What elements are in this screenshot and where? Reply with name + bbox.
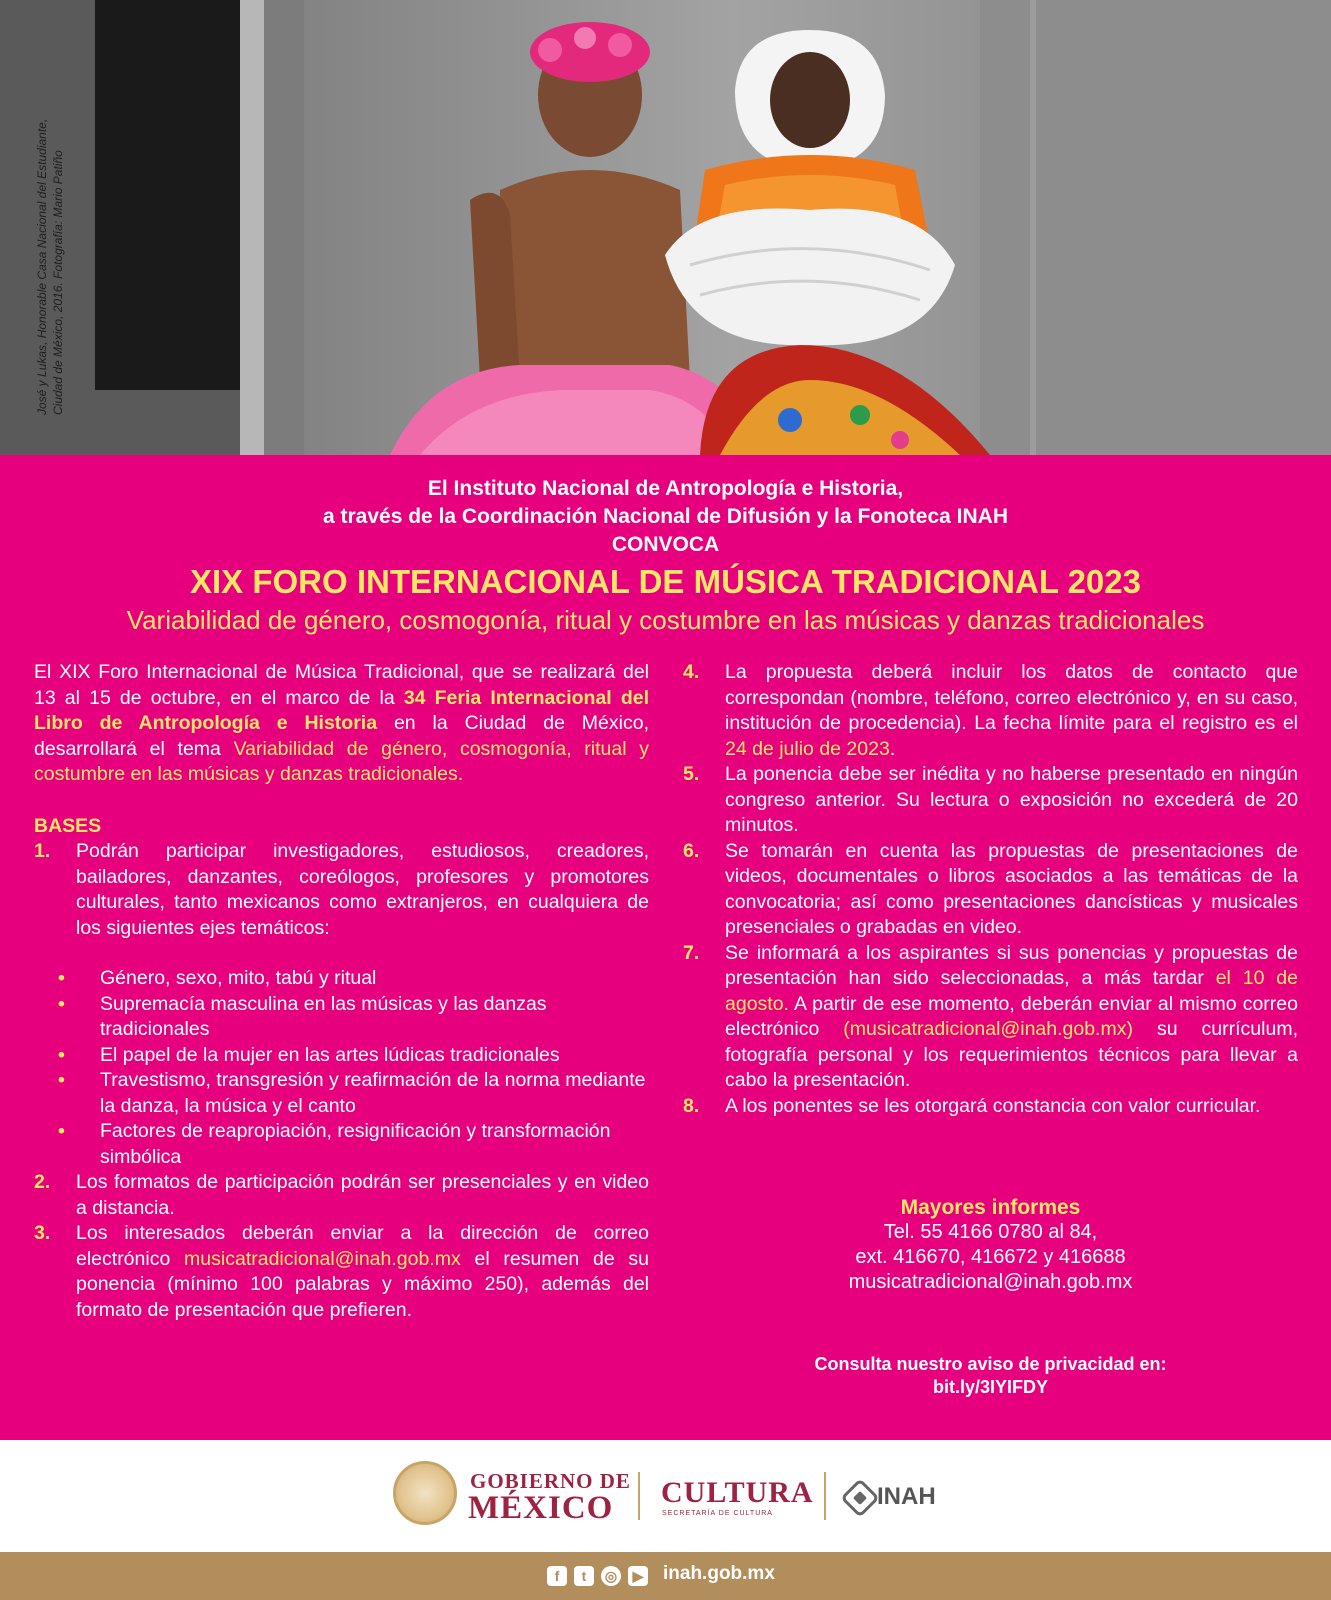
page-title: XIX FORO INTERNACIONAL DE MÚSICA TRADICIONAL 2023 [190,563,1141,600]
base-item-text: A los ponentes se les otorgará constancia con valor curricular. [725,1094,1261,1117]
list-item [34,1043,649,1069]
logo-divider [638,1472,640,1520]
contact-phone: Tel. 55 4166 0780 al 84, [883,1221,1098,1243]
email-link[interactable]: musicatradicional@inah.gob.mx [184,1247,461,1270]
twitter-icon[interactable]: t [574,1566,594,1586]
website-link[interactable]: inah.gob.mx [663,1563,775,1584]
intro-line-2: a través de la Coordinación Nacional de Difusión y la Fonoteca INAH [323,505,1008,528]
contact-heading: Mayores informes [900,1196,1081,1219]
youtube-icon[interactable]: ▶ [628,1566,648,1586]
intro-highlight-tema: Variabilidad de género, cosmogonía, ritual y costumbre en las músicas y danzas tradicionales. [34,737,650,785]
bullet-icon: • [58,1069,65,1091]
cultura-logo: CULTURA [661,1476,814,1509]
base-item-text-2: . [889,737,896,760]
selection-date: el 10 de agosto. [725,967,1298,1015]
base-item-number: 7. [683,941,700,964]
right-column [683,660,1298,1119]
base-item-number: 2. [34,1171,51,1193]
base-item-number: 6. [683,839,700,862]
bullet-icon: • [58,967,65,989]
national-seal-icon [393,1461,457,1525]
bullet-icon: • [58,1120,65,1142]
contact-email[interactable]: musicatradicional@inah.gob.mx [848,1271,1133,1293]
privacy-notice [683,1353,1298,1399]
base-item-number: 1. [34,840,51,862]
intro-line-1: El Instituto Nacional de Antropología e Historia, [427,477,904,500]
base-item-text: Podrán participar investigadores, estudiosos, creadores, bailadores, danzantes, coreólogos, profesores y promotores culturales, tanto mexicanos como extranjeros, en cualquiera de los siguientes ejes temáticos: [76,840,649,939]
intro-text-2: en la Ciudad de México, desarrollará el tema [34,712,649,760]
base-item-3 [34,1221,649,1323]
footer-bar [0,1552,1331,1600]
base-item-4 [683,660,1298,762]
privacy-text: Consulta nuestro aviso de privacidad en: [814,1354,1167,1374]
institution-logos [0,1440,1331,1552]
page-subtitle: Variabilidad de género, cosmogonía, ritual y costumbre en las músicas y danzas tradicionales [126,605,1205,635]
list-item [34,1119,649,1170]
list-item-text: Factores de reapropiación, resignificación y transformación simbólica [100,1120,611,1168]
base-item-1 [34,839,649,941]
contact-extensions: ext. 416670, 416672 y 416688 [855,1246,1126,1268]
inah-logo: INAH [877,1483,936,1510]
email-link[interactable]: (musicatradicional@inah.gob.mx) [843,1018,1133,1040]
base-item-text-3: su currículum, fotografía personal y los requerimientos técnicos para llevar a cabo la presentación. [725,1018,1298,1091]
announcement-heading [0,475,1331,637]
social-icons [547,1566,648,1586]
list-item-text: El papel de la mujer en las artes lúdicas tradicionales [100,1043,560,1066]
base-item-text: Se tomarán en cuenta las propuestas de presentaciones de videos, documentales o libros asociados a las temáticas de la convocatoria; así como presentaciones dancísticas y musicales presenciales o grabadas en video. [725,839,1298,938]
gobierno-logo-bottom: MÉXICO [468,1490,614,1526]
intro-highlight-feria: 34 Feria Internacional del Libro de Antropología e Historia [34,686,650,734]
bullet-icon: • [58,992,65,1015]
photo-credit-line2: Ciudad de México, 2016. Fotografía: Mario Patiño [51,150,65,415]
base-item-number: 3. [34,1222,51,1244]
bases-heading: BASES [34,814,102,837]
base-item-text-1: Se informará a los aspirantes si sus ponencias y propuestas de presentación han sido seleccionadas, a más tardar [725,941,1298,989]
list-item-text: Género, sexo, mito, tabú y ritual [100,967,377,989]
base-item-number: 5. [683,763,700,785]
base-item-7 [683,941,1298,1094]
intro-paragraph [34,660,649,788]
base-item-number: 4. [683,661,700,683]
base-item-8 [683,1094,1298,1120]
base-item-text-1: Los interesados deberán enviar a la dirección de correo electrónico [76,1222,649,1270]
thematic-axes-list [34,966,649,1170]
contact-info [683,1195,1298,1295]
gobierno-logo-top: GOBIERNO DE [470,1469,631,1493]
header-photo [0,0,1331,455]
privacy-link[interactable]: bit.ly/3IYIFDY [932,1377,1049,1397]
left-column [34,660,649,1323]
base-item-6 [683,839,1298,941]
bullet-icon: • [58,1043,65,1066]
photo-credit-line1: José y Lukas, Honorable Casa Nacional del Estudiante, [35,118,49,415]
logo-divider [824,1472,826,1520]
list-item [34,1068,649,1119]
photo-illustration [0,0,1331,455]
base-item-text: La ponencia debe ser inédita y no haberse presentado en ningún congreso anterior. Su lectura o exposición no excederá de 20 minutos. [725,763,1298,836]
instagram-icon[interactable]: ◎ [601,1566,621,1586]
base-item-5 [683,762,1298,839]
deadline-date: 24 de julio de 2023 [725,737,890,760]
base-item-text-2: el resumen de su ponencia (mínimo 100 palabras y máximo 250), además del formato de presentación que prefieren. [76,1247,649,1321]
list-item [34,992,649,1043]
base-item-text-2: A partir de ese momento, deberán enviar al mismo correo electrónico [725,992,1298,1040]
base-item-text-1: La propuesta deberá incluir los datos de contacto que correspondan (nombre, teléfono, correo electrónico y, en su caso, institución de procedencia). La fecha límite para el registro es el [725,661,1298,734]
list-item [34,966,649,992]
facebook-icon[interactable]: f [547,1566,567,1586]
intro-text-1: El XIX Foro Internacional de Música Tradicional, que se realizará del 13 al 15 de octubre, en el marco de la [34,661,649,709]
list-item-text: Travestismo, transgresión y reafirmación de la norma mediante la danza, la música y el canto [100,1069,646,1117]
photo-credit [34,15,66,415]
cultura-logo-subtitle: SECRETARÍA DE CULTURA [662,1510,773,1517]
list-item-text: Supremacía masculina en las músicas y las danzas tradicionales [100,992,547,1040]
base-item-text: Los formatos de participación podrán ser presenciales y en video a distancia. [76,1171,649,1219]
intro-line-3: CONVOCA [611,533,720,556]
base-item-2 [34,1170,649,1221]
inah-logo-icon [840,1478,880,1518]
convocatoria-panel [0,455,1331,1440]
base-item-number: 8. [683,1094,700,1117]
